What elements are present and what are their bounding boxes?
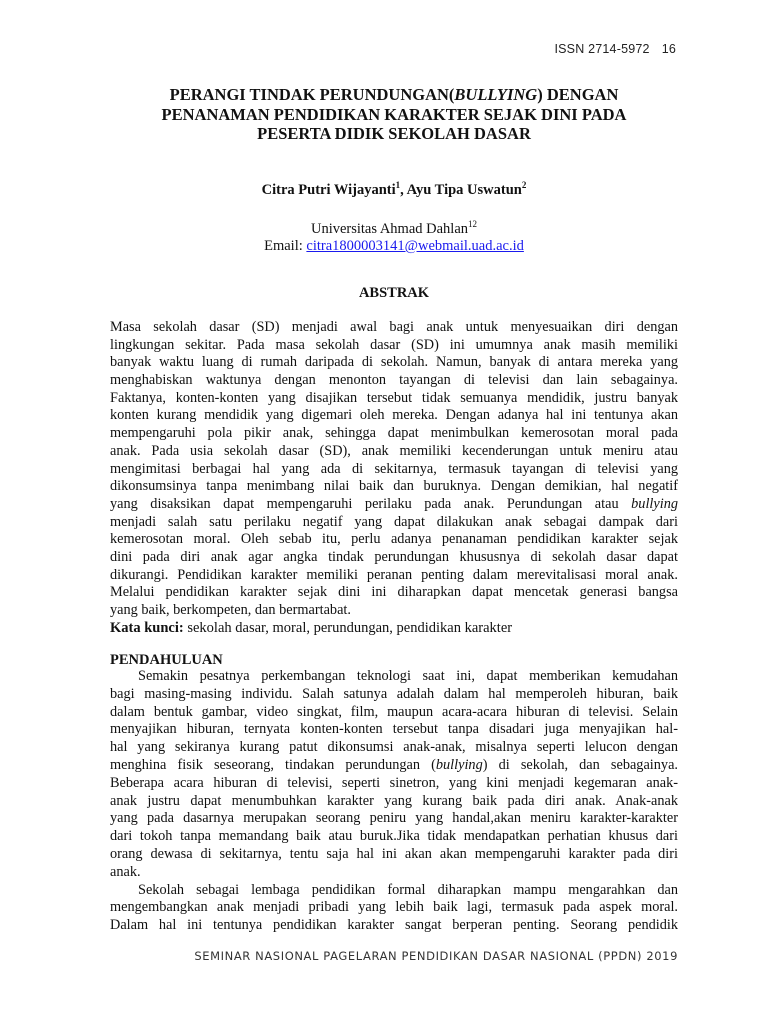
intro-line: Semakin pesatnya perkembangan teknologi saat ini, dapat memberikan kemudahan: [138, 668, 678, 684]
abstract-line: banyak waktu luang di rumah daripada di sekolah. Namun, banyak di antara mereka yang: [110, 354, 678, 371]
abstract-line: kemerosotan moral. Oleh sebab itu, perlu adanya penanaman pendidikan karakter sejak: [110, 531, 678, 548]
affiliation-line: [110, 216, 678, 238]
title-line-2: PENANAMAN PENDIDIKAN KARAKTER SEJAK DINI PADA: [161, 104, 627, 124]
intro-line: mengembangkan anak menjadi pribadi yang lebih baik lagi, termasuk pada aspek moral.: [110, 899, 678, 916]
abstract-line: Faktanya, konten-konten yang disajikan tersebut tidak semuanya mendidik, justru banyak: [110, 389, 678, 406]
abstract-line: Melalui pendidikan karakter sejak dini ini diharapkan dapat mencetak generasi bangsa: [110, 584, 678, 601]
page-number: 16: [661, 42, 676, 56]
author-2-affiliation-mark: 2: [521, 180, 527, 190]
abstract-line: Masa sekolah dasar (SD) menjadi awal bagi anak untuk menyesuaikan diri dengan: [110, 319, 678, 335]
intro-line: dari tokoh tanpa memandang baik atau buruk.Jika tidak mendapatkan perhatian khusus dari: [110, 828, 678, 845]
intro-line: hal yang sekiranya kurang patut dikonsumsi anak-anak, misalnya seperti lelucon dengan: [110, 739, 678, 756]
title-line-3: PESERTA DIDIK SEKOLAH DASAR: [257, 124, 531, 143]
abstract-line: menghabiskan waktunya dengan menonton tayangan di televisi dan lain sebagainya.: [110, 372, 678, 389]
abstract-italic-term: bullying: [631, 495, 678, 512]
abstract-line-with-italic: [110, 496, 678, 514]
affiliation-block: [110, 216, 678, 255]
abstract-body: [110, 319, 678, 637]
abstract-line: dikonsumsinya tanpa menimbang nilai baik dan buruknya. Dengan demikian, hal negatif: [110, 478, 678, 495]
journal-header: [554, 42, 676, 56]
introduction-body: [110, 668, 678, 935]
intro-line: anak.: [110, 863, 141, 880]
intro-line: Dalam hal ini tentunya pendidikan karakter sangat berperan penting. Seorang pendidik: [110, 917, 678, 934]
intro-line-with-italic: [110, 757, 678, 775]
email-link[interactable]: citra1800003141@webmail.uad.ac.id: [306, 237, 524, 254]
intro-line: orang dewasa di sekitarnya, tentu saja hal ini akan akan mempengaruhi karakter pada diri: [110, 845, 678, 862]
email-line: [110, 238, 678, 255]
abstract-heading: ABSTRAK: [358, 285, 430, 301]
paper-title: [110, 85, 678, 144]
intro-line: Sekolah sebagai lembaga pendidikan formal diharapkan mampu mengarahkan dan: [138, 881, 678, 898]
intro-line: yang pada dasarnya merupakan seorang peniru yang handal,akan meniru karakter-karakter: [110, 810, 678, 827]
abstract-line: anak. Pada usia sekolah dasar (SD), anak memiliki kecenderungan untuk meniru atau: [110, 442, 678, 459]
abstract-line: lingkungan sekitar. Pada masa sekolah dasar (SD) ini umumnya anak masih memiliki: [110, 336, 678, 353]
intro-line-text-end: ) di sekolah, dan sebagainya.: [482, 756, 678, 773]
abstract-line: konten kurang mendidik yang digemari oleh mereka. Dengan adanya hal ini tentunya akan: [110, 407, 678, 424]
intro-line: Beberapa acara hiburan di televisi, seperti sinetron, yang kini menjadi kegemaran anak-: [110, 774, 678, 791]
author-1-name: Citra Putri Wijayanti: [261, 181, 396, 198]
abstract-line: menjadi salah satu perilaku negatif yang dapat dilakukan anak sebagai dampak dari: [110, 513, 678, 530]
author-1-affiliation-mark: 1: [395, 180, 401, 190]
section-heading-introduction: PENDAHULUAN: [110, 652, 223, 668]
title-line-1-end: ) DENGAN: [537, 85, 619, 104]
email-label: Email:: [264, 237, 307, 254]
keywords-label: Kata kunci:: [110, 619, 184, 636]
intro-line: menyajikan hiburan, ternyata konten-konten tersebut tanpa disadari juga menyajikan hal-: [110, 721, 678, 738]
abstract-line: mengimitasi berbagai hal yang ada di sekitarnya, termasuk tayangan di televisi yang: [110, 460, 678, 477]
seminar-footer: SEMINAR NASIONAL PAGELARAN PENDIDIKAN DASAR NASIONAL (PPDN) 2019: [194, 949, 678, 963]
abstract-line-text: yang disaksikan dapat mempengaruhi perilaku pada anak. Perundungan atau: [110, 495, 632, 512]
intro-line: bagi masing-masing individu. Salah satunya adalah dalam hal memperoleh hiburan, baik: [110, 685, 678, 702]
intro-line: dalam bentuk gambar, video singkat, film, maupun acara-acara hiburan di televisi. Selain: [110, 703, 678, 720]
author-list: [110, 180, 678, 199]
abstract-line: yang baik, berkompeten, dan bermartabat.: [110, 602, 351, 618]
university-mark: 12: [468, 219, 478, 229]
title-line-1: [110, 85, 678, 105]
author-separator: ,: [400, 181, 407, 198]
title-italic-term: BULLYING: [454, 85, 538, 104]
abstract-line: dini pada diri anak agar angka tindak perundungan khususnya di sekolah dasar dapat: [110, 548, 678, 565]
abstract-line: dikurangi. Pendidikan karakter memiliki peranan penting dalam merevitalisasi moral anak.: [110, 566, 678, 583]
keywords-line: [110, 620, 678, 638]
intro-italic-term: bullying: [435, 756, 483, 773]
intro-line-text: menghina fisik seseorang, tindakan perundungan (: [110, 756, 436, 773]
keywords-text: sekolah dasar, moral, perundungan, pendidikan karakter: [183, 619, 513, 636]
title-line-1-start: PERANGI TINDAK PERUNDUNGAN(: [169, 85, 455, 104]
abstract-line: mempengaruhi pola pikir anak, sehingga dapat menimbulkan kemerosotan moral pada: [110, 425, 678, 442]
university-name: Universitas Ahmad Dahlan: [310, 220, 469, 237]
issn-label: ISSN 2714-5972: [554, 42, 650, 56]
author-2-name: Ayu Tipa Uswatun: [406, 181, 522, 198]
intro-line: anak justru dapat menumbuhkan karakter yang kurang baik pada diri anak. Anak-anak: [110, 792, 678, 809]
